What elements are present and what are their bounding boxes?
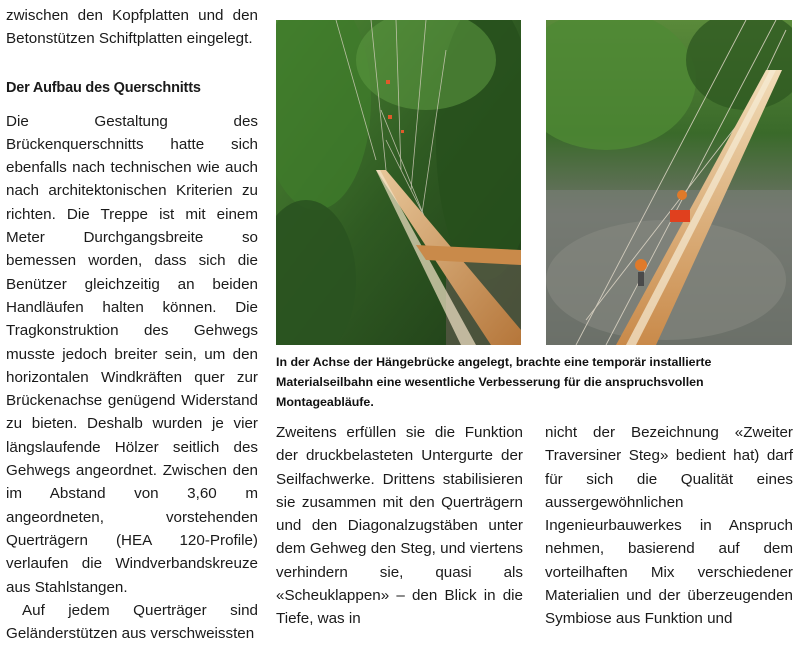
intro-text: zwischen den Kopfplatten und den Betonstützen Schiftplatten eingelegt. (6, 7, 258, 48)
middle-paragraph: Zweitens erfüllen sie die Funktion der druckbelasteten Untergurte der Seilfachwerke. Drittens stabilisieren sie zusammen mit den Querträgern und den Diagonalzugstäben unter dem Gehweg den Steg, und viertens verhindern sie, quasi als «Scheuklappen» – den Blick in die Tiefe, was in (276, 424, 523, 628)
section-heading: Der Aufbau des Querschnitts (6, 79, 201, 96)
bridge-with-cable-car-image (546, 20, 792, 345)
suspension-bridge-image (276, 20, 521, 345)
bridge-photo-right (546, 20, 792, 345)
body-paragraph: Die Gestaltung des Brückenquerschnitts hatte sich ebenfalls nach technischen wie auch nach architektonischen Kriterien zu richten. Die Treppe ist mit einem Meter Durchgangsbreite so bemessen worden, dass sich die Benützer gleichzeitig an beiden Handläufen halten können. Die Tragkonstruktion des Gehwegs musste jedoch breiter sein, um den horizontalen Windkräften quer zur Brückenachse genügend Widerstand zu bieten. Deshalb wurden je vier längslaufende Hölzer seitlich des Gehwegs angeordnet. Zwischen den im Abstand von 3,60 m angeordneten, vorstehenden Querträgern (HEA 120-Profile) verlaufen die Windverbandskreuze aus Stahlstangen. (6, 112, 258, 596)
body-paragraph-continued: Auf jedem Querträger sind Geländerstützen aus verschweissten (6, 601, 258, 643)
middle-text-column (276, 421, 523, 631)
bridge-photo-left (276, 20, 521, 345)
left-text-column (6, 4, 258, 645)
right-paragraph: nicht der Bezeichnung «Zweiter Traversiner Steg» bedient hat) darf für sich die Qualität eines aussergewöhnlichen Ingenieurbauwerkes in Anspruch nehmen, basierend auf dem vorteilhaften Mix verschiedener Materialien und der überzeugenden Symbiose aus Funktion und (545, 424, 793, 628)
right-text-column (545, 421, 793, 631)
photo-caption: In der Achse der Hängebrücke angelegt, brachte eine temporär installierte Materialseilbahn eine wesentliche Verbesserung für die anspruchsvollen Montageabläufe. (276, 355, 712, 409)
